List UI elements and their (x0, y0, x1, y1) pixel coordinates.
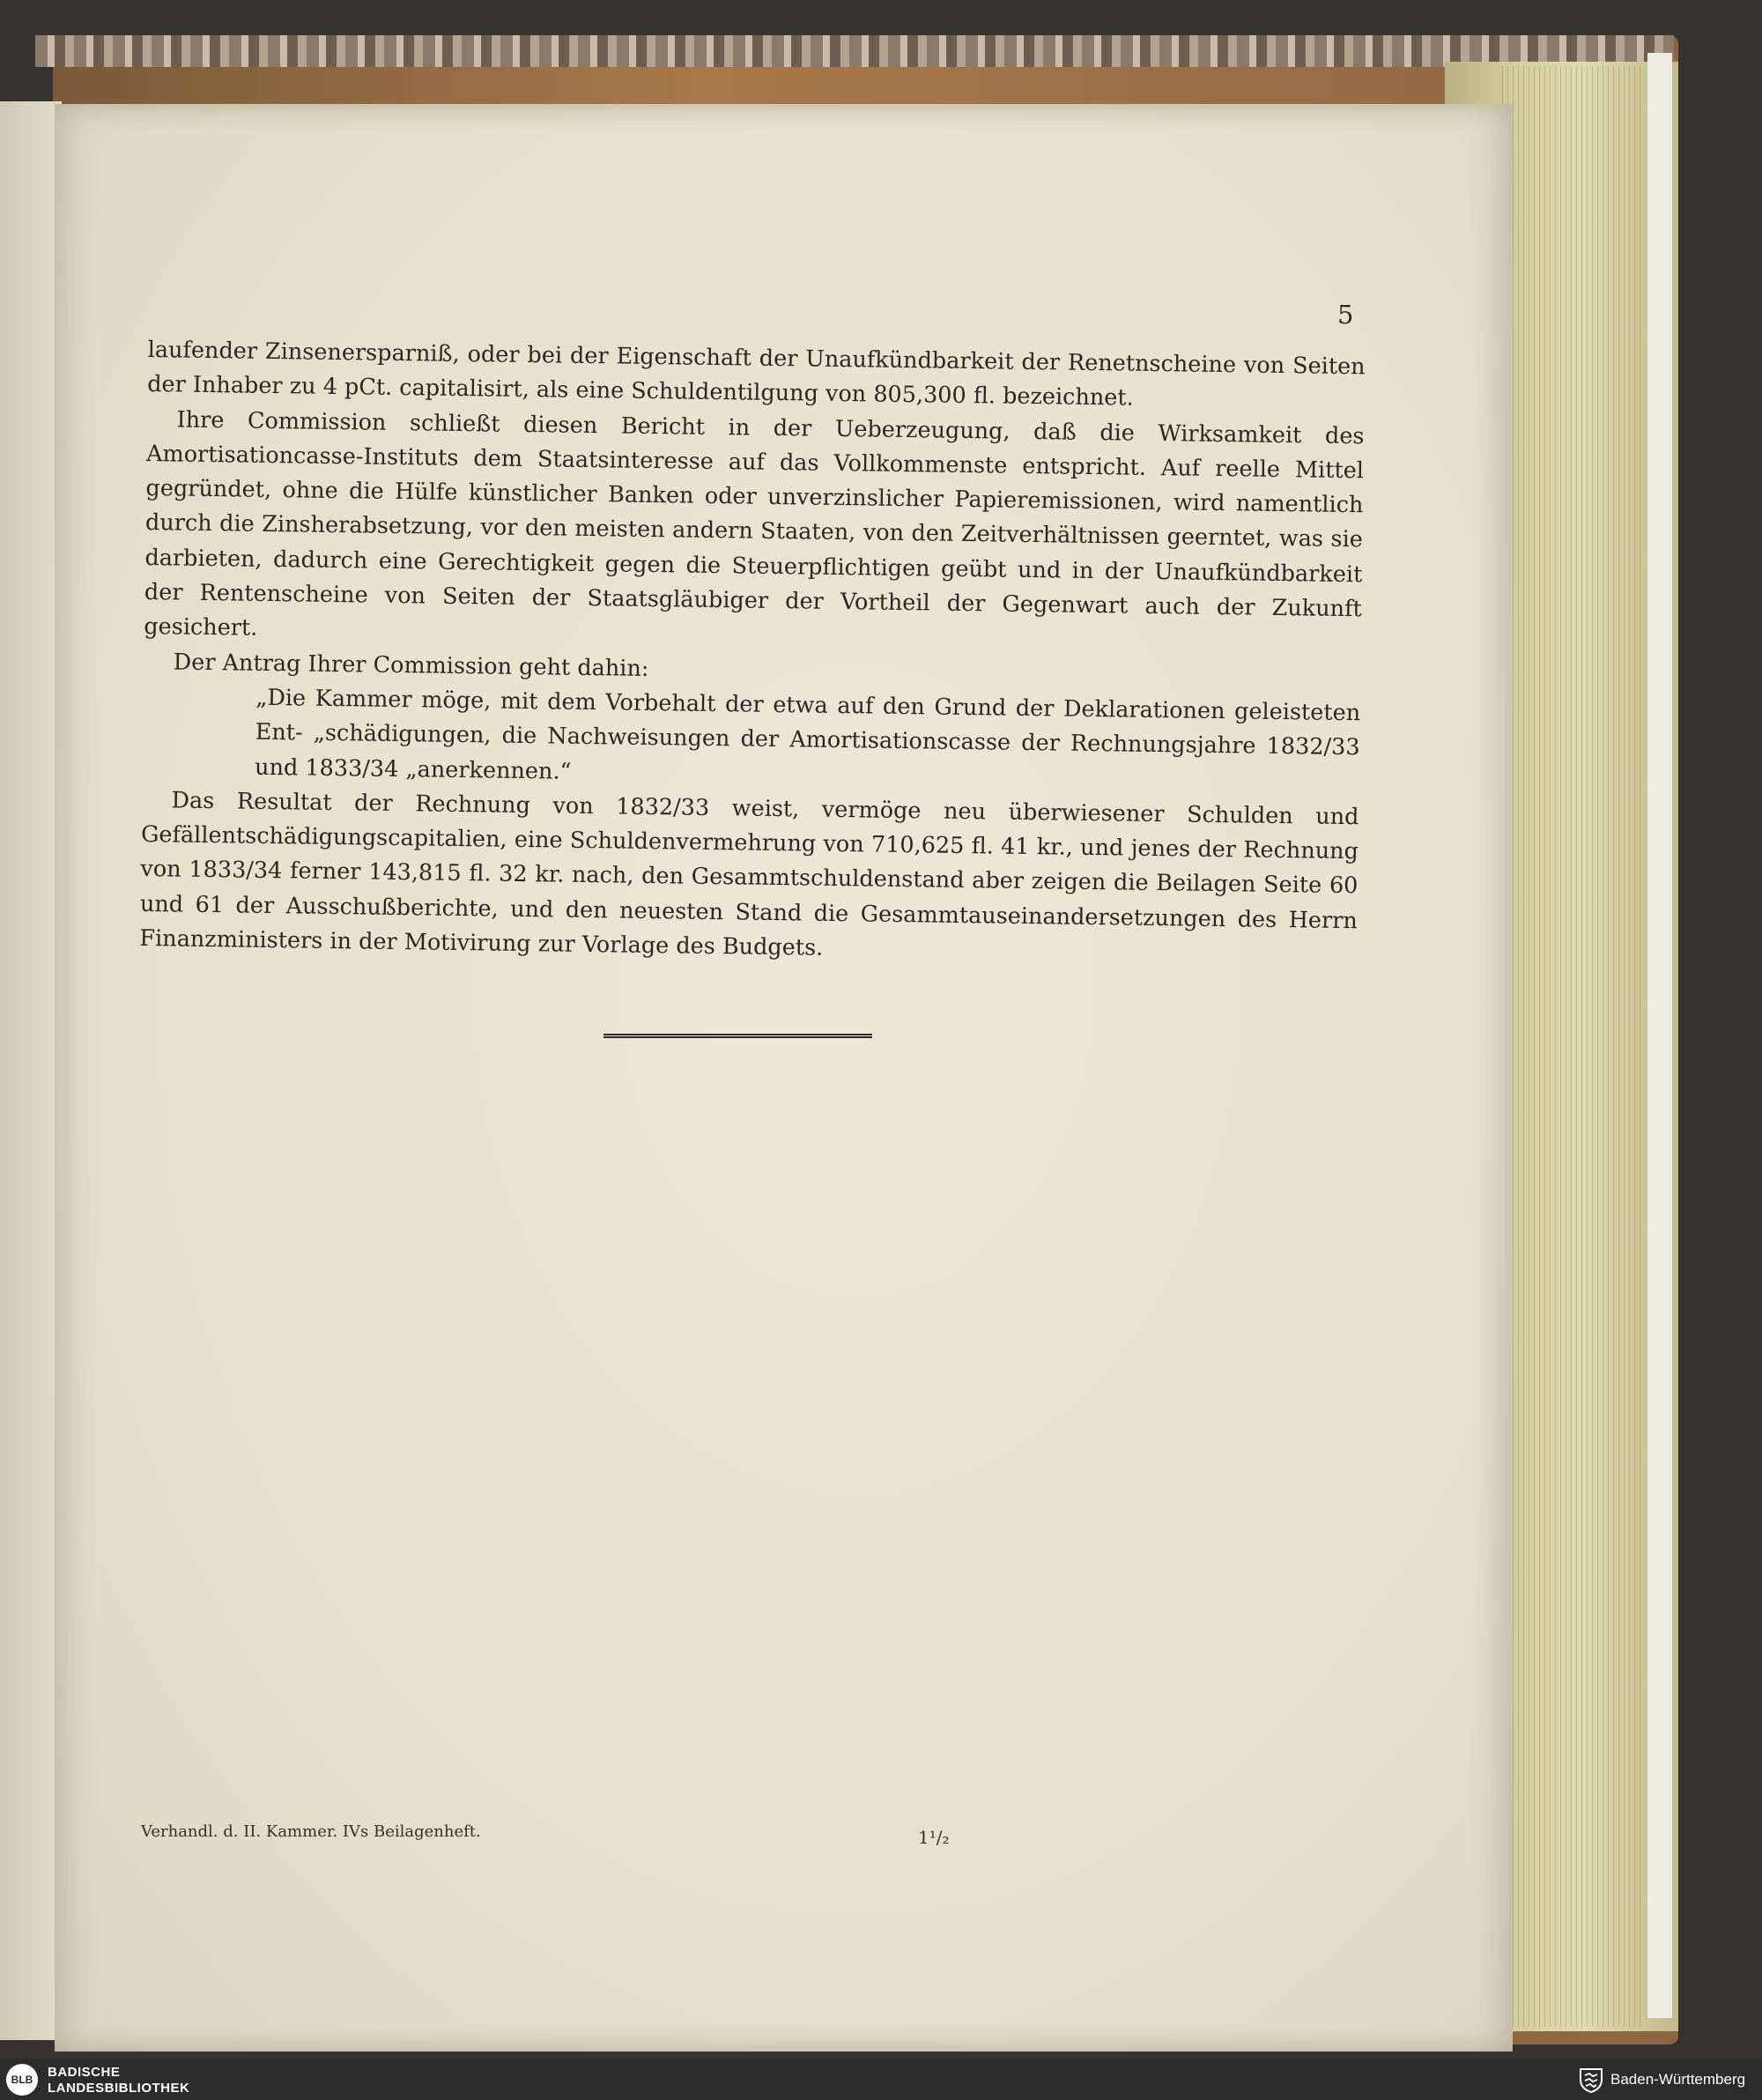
motion-quote: „Die Kammer möge, mit dem Vorbehalt der etwa auf den Grund der Deklarationen geleisteten Ent- „schädigungen, die Nachweisungen der Amortisationscasse der Rechnungsjahre 1832/33 und 1833/34 „anerkennen.“ (254, 684, 1361, 785)
endpaper (1647, 53, 1672, 2018)
marbled-cover (35, 35, 1674, 67)
page-number: 5 (1337, 300, 1354, 330)
section-rule (603, 1034, 872, 1038)
page-body (139, 333, 1366, 974)
partner-label[interactable]: Baden-Württemberg (1610, 2071, 1746, 2088)
footer-sheet-mark: 1¹/₂ (918, 1827, 950, 1848)
library-name-line1: BADISCHE (48, 2065, 121, 2080)
paragraph-2: Ihre Commission schließt diesen Bericht in der Ueberzeugung, daß die Wirksamkeit des Amortisationcasse-Instituts dem Staatsinteresse auf das Vollkommenste entspricht. Auf reelle Mittel gegründet, ohne die Hülfe künstlicher Banken oder unverzinslicher Papieremissionen, wird namentlich durch die Zinsherabsetzung, vor den meisten andern Staaten, von den Zeitverhältnissen geerntet, was sie darbieten, dadurch eine Gerechtigkeit gegen die Steuerpflichtigen geübt und in der Unaufkündbarkeit der Rentenscheine von Seiten der Staatsgläubiger der Vortheil der Gegenwart auch der Zukunft gesichert. (144, 406, 1365, 642)
blb-logo[interactable]: BLB (6, 2064, 38, 2096)
coat-of-arms-icon (1579, 2067, 1603, 2093)
left-page-edge (0, 101, 62, 2040)
paragraph-closing: Das Resultat der Rechnung von 1832/33 weist, vermöge neu überwiesener Schulden und Gefällentschädigungscapitalien, eine Schuldenvermehrung von 710,625 fl. 41 kr., und jenes der Rechnung von 1833/34 ferner 143,815 fl. 32 kr. nach, den Gesammtschuldenstand aber zeigen die Beilagen Seite 60 und 61 der Ausschußberichte, und den neuesten Stand die Gesammtauseinandersetzungen des Herrn Finanzministers in der Motivirung zur Vorlage des Budgets. (139, 787, 1359, 961)
paragraph-1: laufender Zinsenersparniß, oder bei der Eigenschaft der Unaufkündbarkeit der Renetnscheine von Seiten der Inhaber zu 4 pCt. capitalisirt, als eine Schuldentilgung von 805,300 fl. bezeichnet. (146, 336, 1366, 412)
footer-signature: Verhandl. d. II. Kammer. IVs Beilagenheft. (141, 1822, 481, 1841)
paragraph-3: Der Antrag Ihrer Commission geht dahin: (173, 649, 649, 682)
library-bar (0, 2059, 1762, 2100)
page-leaves (1502, 66, 1643, 2027)
library-name-line2: LANDESBIBLIOTHEK (48, 2081, 190, 2096)
